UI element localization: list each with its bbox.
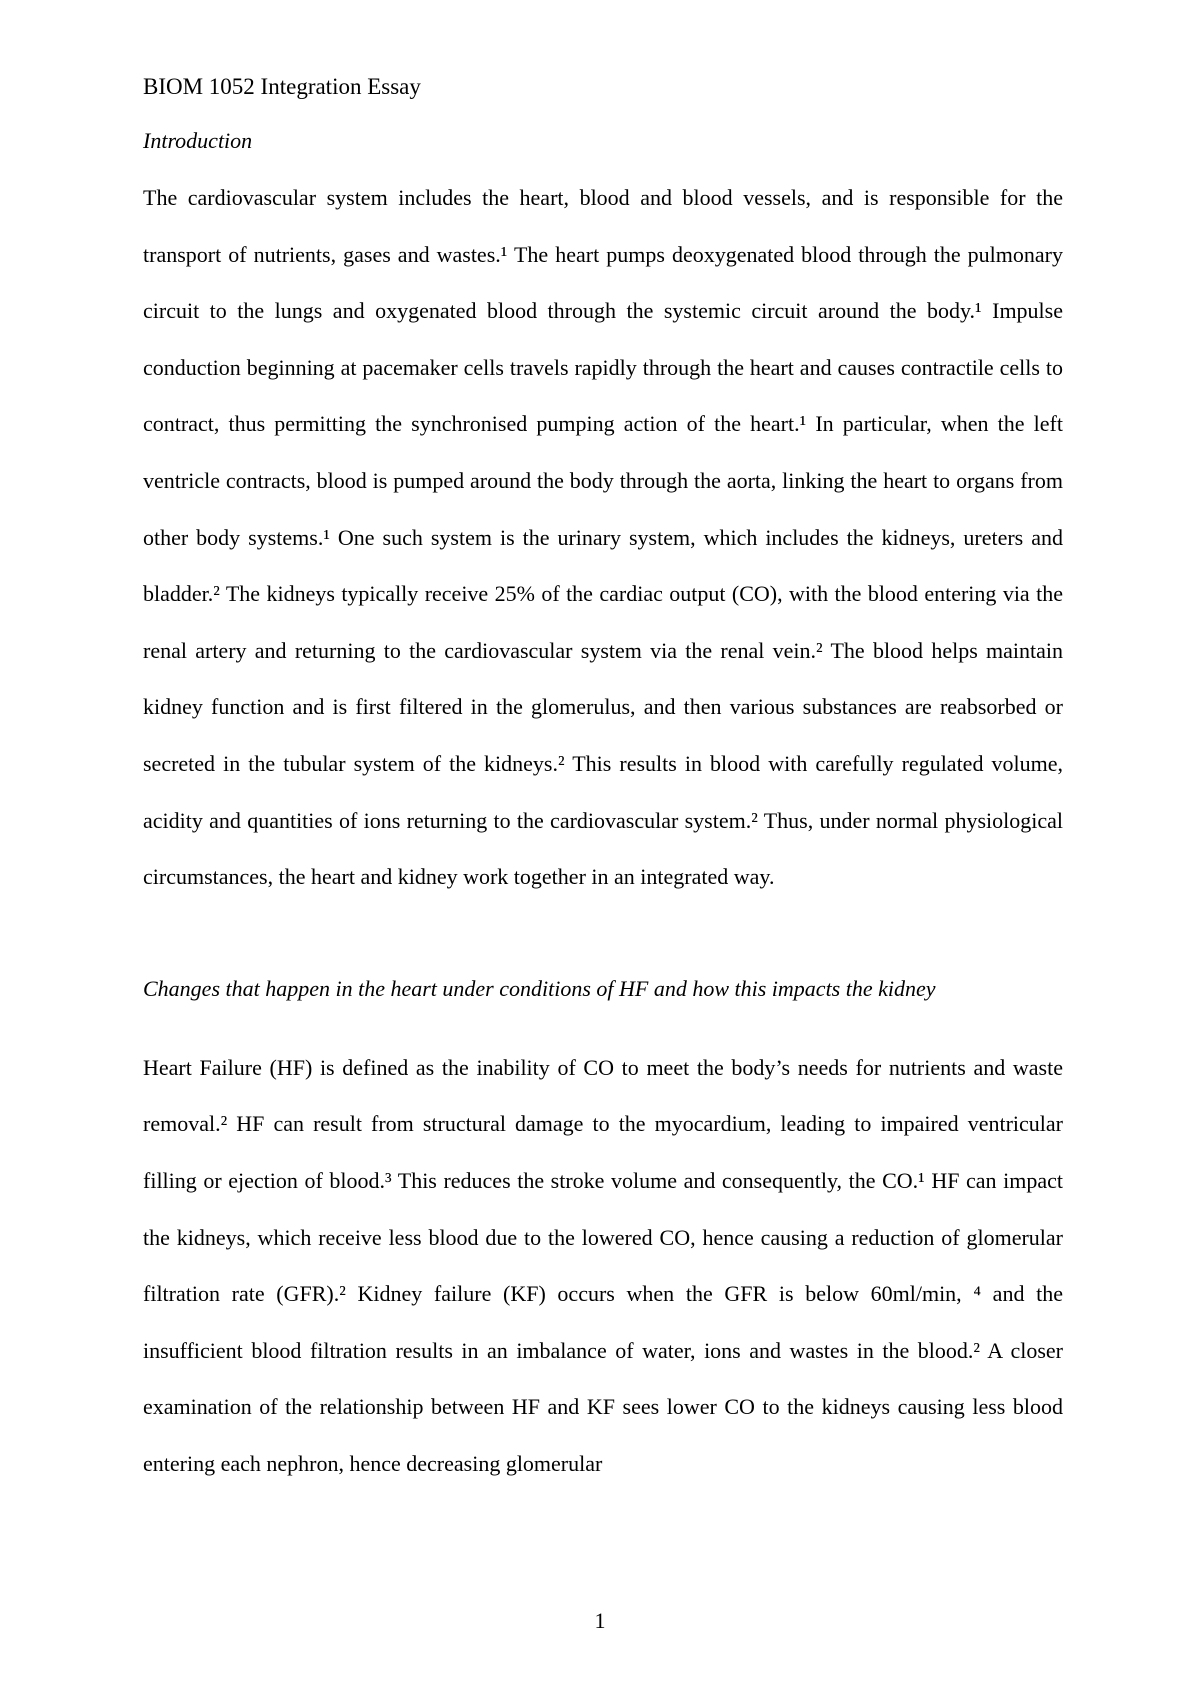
introduction-paragraph: The cardiovascular system includes the heart, blood and blood vessels, and is responsible for the transport of nutrients, gases and wastes.¹ The heart pumps deoxygenated blood through the pulmonary circuit to the lungs and oxygenated blood through the systemic circuit around the body.¹ Impulse conduction beginning at pacemaker cells travels rapidly through the heart and causes contractile cells to contract, thus permitting the synchronised pumping action of the heart.¹ In particular, when the left ventricle contracts, blood is pumped around the body through the aorta, linking the heart to organs from other body systems.¹ One such system is the urinary system, which includes the kidneys, ureters and bladder.² The kidneys typically receive 25% of the cardiac output (CO), with the blood entering via the renal artery and returning to the cardiovascular system via the renal vein.² The blood helps maintain kidney function and is first filtered in the glomerulus, and then various substances are reabsorbed or secreted in the tubular system of the kidneys.² This results in blood with carefully regulated volume, acidity and quantities of ions returning to the cardiovascular system.² Thus, under normal physiological circumstances, the heart and kidney work together in an integrated way. xyxy=(143,185,1063,890)
heart-failure-paragraph: Heart Failure (HF) is defined as the inability of CO to meet the body’s needs for nutrients and waste removal.² HF can result from structural damage to the myocardium, leading to impaired ventricular filling or ejection of blood.³ This reduces the stroke volume and consequently, the CO.¹ HF can impact the kidneys, which receive less blood due to the lowered CO, hence causing a reduction of glomerular filtration rate (GFR).² Kidney failure (KF) occurs when the GFR is below 60ml/min, ⁴ and the insufficient blood filtration results in an imbalance of water, ions and wastes in the blood.² A closer examination of the relationship between HF and KF sees lower CO to the kidneys causing less blood entering each nephron, hence decreasing glomerular xyxy=(143,1054,1063,1476)
introduction-heading: Introduction xyxy=(143,128,253,153)
header-title: BIOM 1052 Integration Essay xyxy=(143,74,421,99)
page-content xyxy=(143,70,1063,1492)
heart-failure-heading: Changes that happen in the heart under conditions of HF and how this impacts the kidney xyxy=(143,975,936,1001)
page-number: 1 xyxy=(594,1608,606,1633)
